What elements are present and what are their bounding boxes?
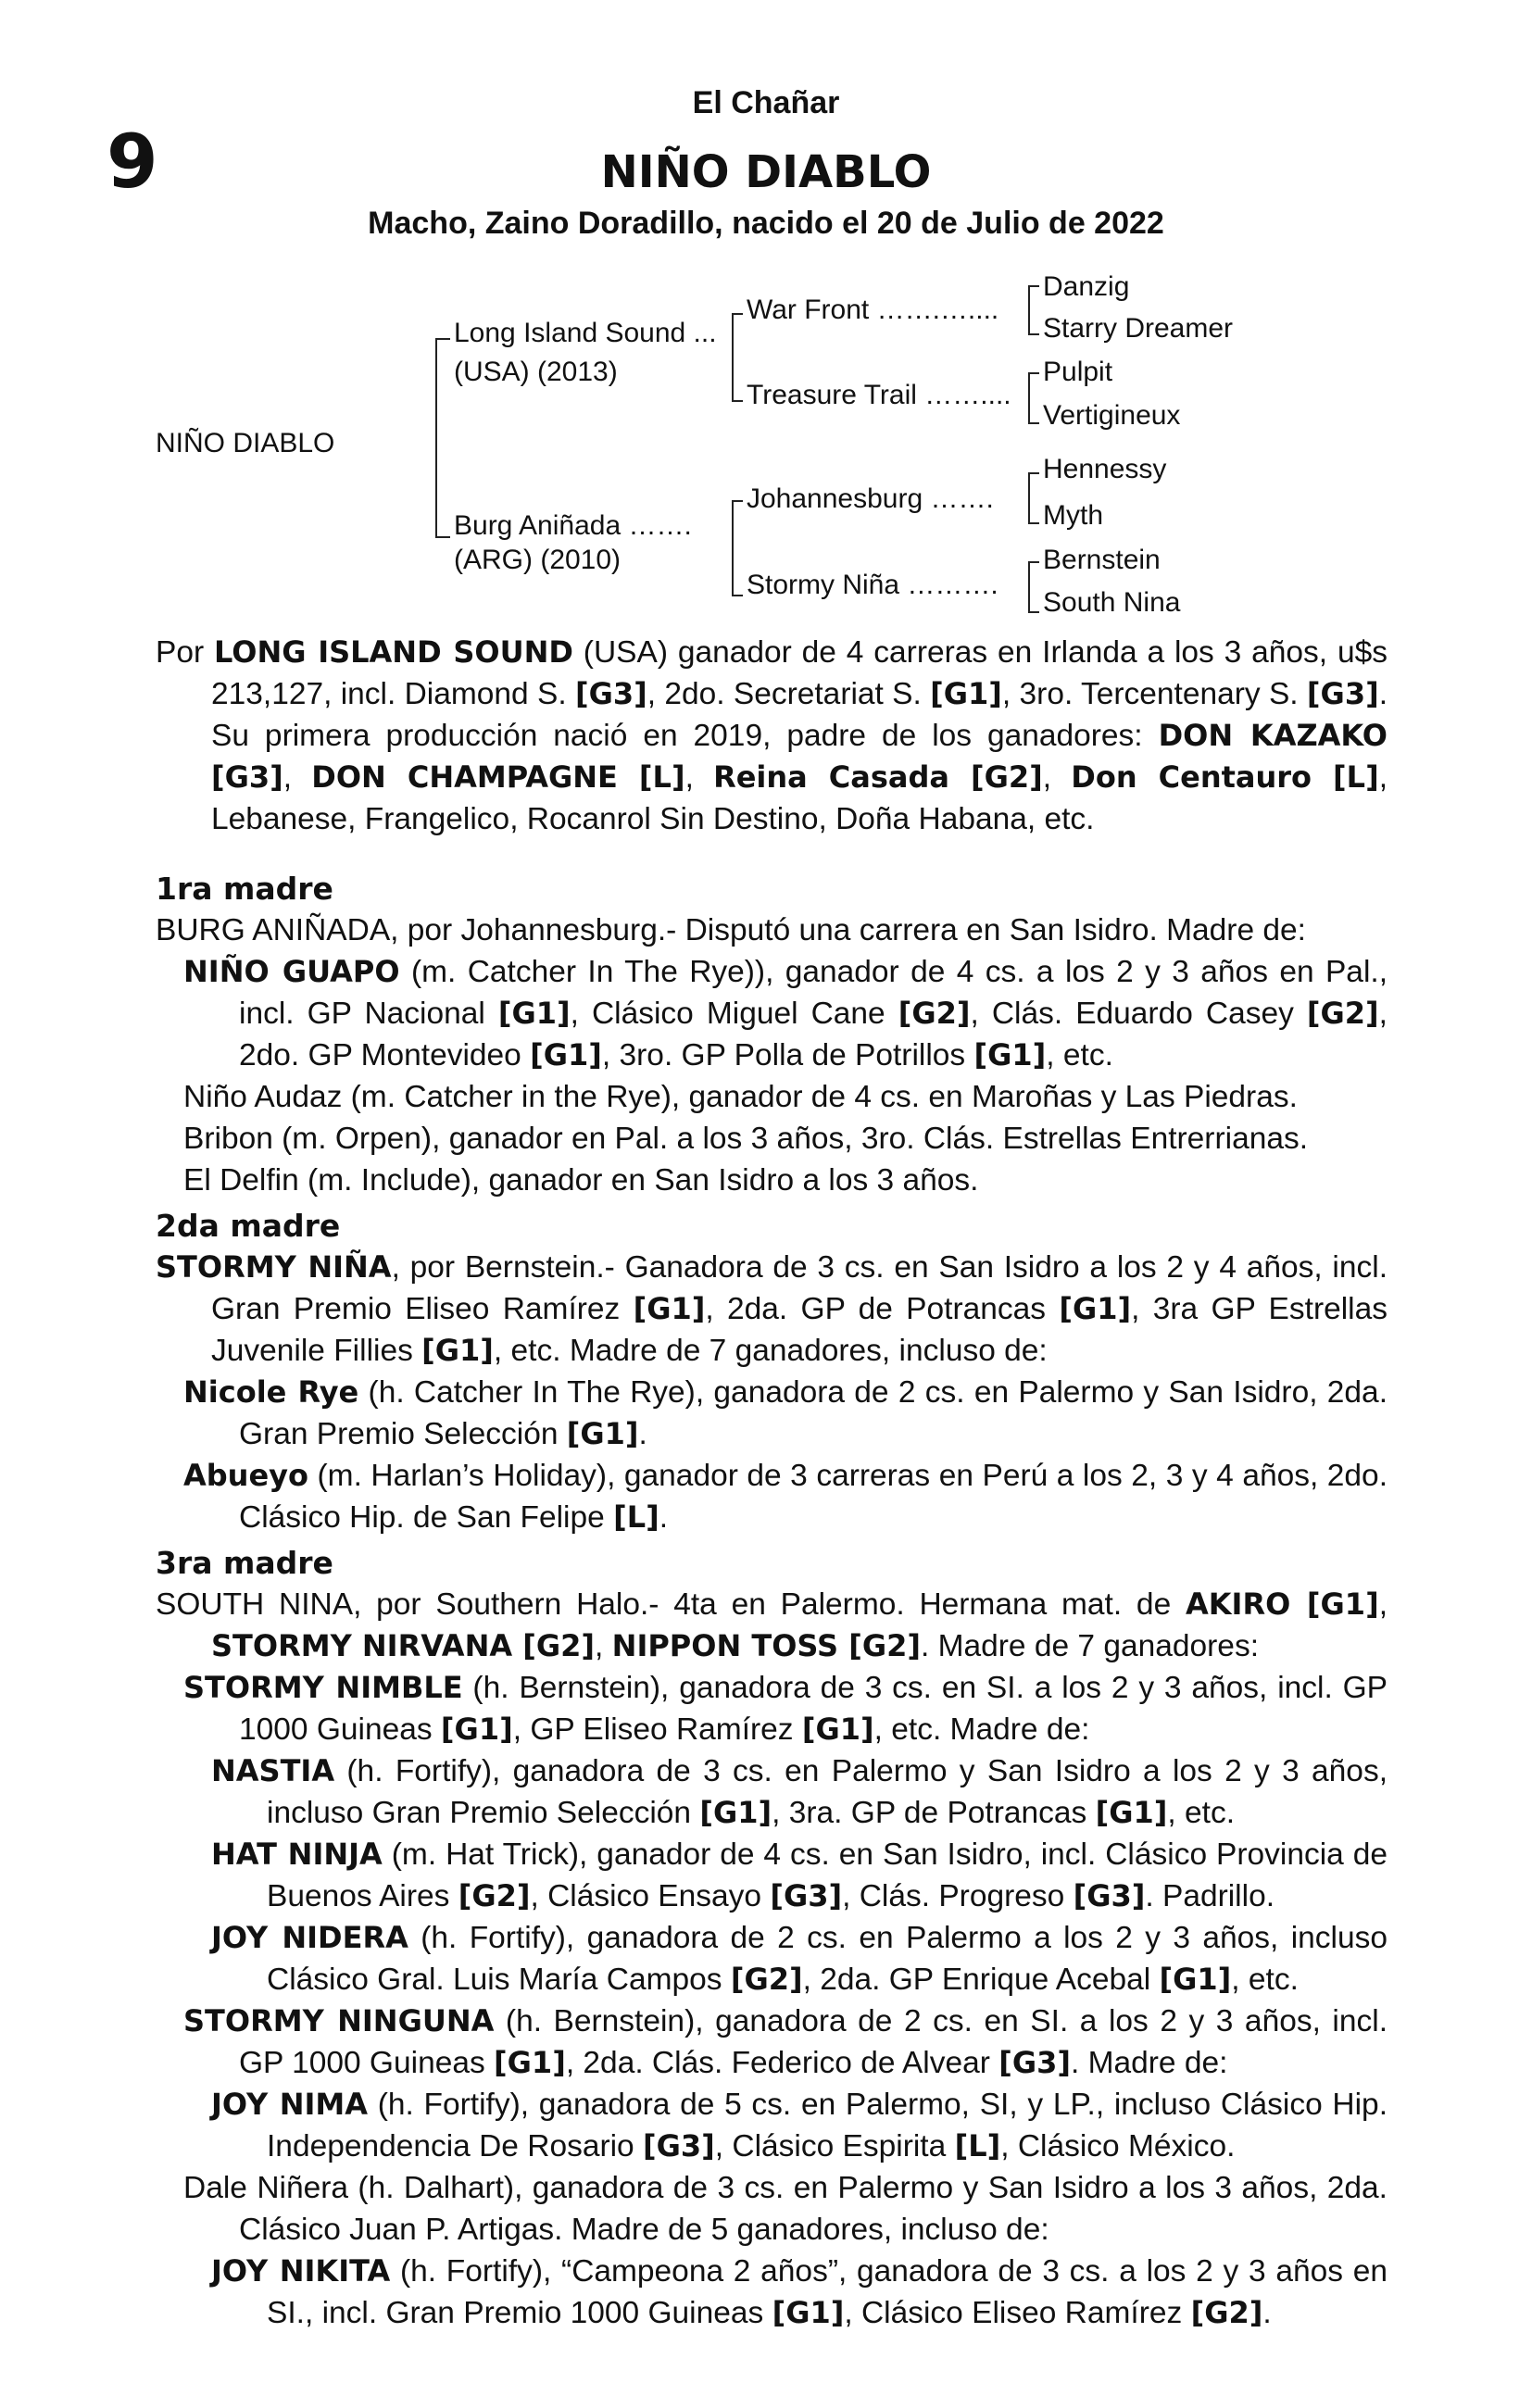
pedigree-ddd: South Nina [1043, 587, 1181, 618]
produce-entry: Nicole Rye (h. Catcher In The Rye), ganadora de 2 cs. en Palermo y San Isidro, 2da. Gran Premio Selección [G1]. [183, 1374, 1388, 1451]
first-dam-heading: 1ra madre [156, 871, 333, 907]
produce-entry: HAT NINJA (m. Hat Trick), ganador de 4 cs. en San Isidro, incl. Clásico Provincia de Buenos Aires [G2], Clásico Ensayo [G3], Clás. Progreso [G3]. Padrillo. [211, 1837, 1388, 1913]
pedigree-sdd: Vertigineux [1043, 400, 1181, 431]
bracket-sire [732, 313, 743, 402]
pedigree-dam-sire: Johannesburg ……. [747, 483, 994, 514]
pedigree-dds: Bernstein [1043, 545, 1161, 575]
pedigree-dam: Burg Aniñada ……. [454, 510, 692, 541]
pedigree-sire-sire: War Front …….….... [747, 295, 999, 325]
pedigree-dss: Hennessy [1043, 454, 1167, 484]
third-dam-intro: SOUTH NINA, por Southern Halo.- 4ta en Palermo. Hermana mat. de AKIRO [G1], STORMY NIRVANA [G2], NIPPON TOSS [G2]. Madre de 7 ganadores: [156, 1587, 1388, 1663]
sire-paragraph: Por LONG ISLAND SOUND (USA) ganador de 4 carreras en Irlanda a los 3 años, u$s 213,127, incl. Diamond S. [G3], 2do. Secretariat S. [G1], 3ro. Tercentenary S. [G3]. Su primera producción nació en 2019, padre de los ganadores: DON KAZAKO [G3], DON CHAMPAGNE [L], Reina Casada [G2], Don Centauro [L], Lebanese, Frangelico, Rocanrol Sin Destino, Doña Habana, etc. [156, 634, 1388, 836]
pedigree-sire: Long Island Sound ... [454, 318, 717, 348]
produce-entry: JOY NIKITA (h. Fortify), “Campeona 2 años”, ganadora de 3 cs. a los 2 y 3 años en SI., incl. Gran Premio 1000 Guineas [G1], Clásico Eliseo Ramírez [G2]. [211, 2253, 1388, 2330]
third-dam-heading: 3ra madre [156, 1545, 333, 1581]
pedigree-ssd: Starry Dreamer [1043, 313, 1234, 344]
pedigree-sire-origin: (USA) (2013) [454, 357, 618, 387]
pedigree-sds: Pulpit [1043, 357, 1113, 387]
pedigree-dam-origin: (ARG) (2010) [454, 545, 622, 575]
first-dam-intro: BURG ANIÑADA, por Johannesburg.- Disputó una carrera en San Isidro. Madre de: [156, 913, 1306, 947]
catalog-body [156, 632, 1388, 2334]
bracket-sd [1028, 372, 1039, 424]
second-dam-intro: STORMY NIÑA, por Bernstein.- Ganadora de 3 cs. en San Isidro a los 2 y 4 años, incl. Gran Premio Eliseo Ramírez [G1], 2da. GP de Potrancas [G1], 3ra GP Estrellas Juvenile Fillies [G1], etc. Madre de 7 ganadores, incluso de: [156, 1249, 1388, 1368]
produce-entry: JOY NIMA (h. Fortify), ganadora de 5 cs. en Palermo, SI, y LP., incluso Clásico Hip. Independencia De Rosario [G3], Clásico Espirita [L], Clásico México. [211, 2087, 1388, 2163]
produce-entry: Abueyo (m. Harlan’s Holiday), ganador de 3 carreras en Perú a los 2, 3 y 4 años, 2do. Clásico Hip. de San Felipe [L]. [183, 1458, 1388, 1535]
produce-entry: El Delfin (m. Include), ganador en San Isidro a los 3 años. [183, 1163, 979, 1198]
pedigree-sss: Danzig [1043, 271, 1130, 302]
produce-entry: Dale Niñera (h. Dalhart), ganadora de 3 cs. en Palermo y San Isidro a los 3 años, 2da. Clásico Juan P. Artigas. Madre de 5 ganadores, incluso de: [183, 2171, 1388, 2247]
produce-entry: Niño Audaz (m. Catcher in the Rye), ganador de 4 cs. en Maroñas y Las Piedras. [183, 1080, 1298, 1114]
produce-entry: NASTIA (h. Fortify), ganadora de 3 cs. en Palermo y San Isidro a los 2 y 3 años, incluso Gran Premio Selección [G1], 3ra. GP de Potrancas [G1], etc. [211, 1753, 1388, 1830]
bracket-dam [732, 500, 743, 596]
produce-entry: Bribon (m. Orpen), ganador en Pal. a los 3 años, 3ro. Clás. Estrellas Entrerrianas. [183, 1122, 1309, 1156]
consignor: El Chañar [692, 85, 840, 120]
produce-entry: JOY NIDERA (h. Fortify), ganadora de 2 cs. en Palermo a los 2 y 3 años, incluso Clásico Gral. Luis María Campos [G2], 2da. GP Enrique Acebal [G1], etc. [211, 1920, 1388, 1997]
bracket-ds [1028, 472, 1039, 524]
pedigree-dam-dam: Stormy Niña ………. [747, 570, 998, 600]
bracket-dd [1028, 561, 1039, 613]
produce-entry: STORMY NINGUNA (h. Bernstein), ganadora de 2 cs. en SI. a los 2 y 3 años, incl. GP 1000 Guineas [G1], 2da. Clás. Federico de Alvear [G3]. Madre de: [183, 2003, 1388, 2080]
pedigree-sire-dam: Treasure Trail …….... [747, 380, 1011, 410]
horse-name: NIÑO DIABLO [600, 146, 932, 198]
pedigree-subject: NIÑO DIABLO [156, 428, 335, 458]
horse-description: Macho, Zaino Doradillo, nacido el 20 de Julio de 2022 [368, 206, 1164, 241]
pedigree-dsd: Myth [1043, 500, 1104, 531]
bracket-gen1 [435, 338, 450, 538]
second-dam-heading: 2da madre [156, 1208, 341, 1244]
bracket-ss [1028, 285, 1039, 335]
lot-number: 9 [107, 119, 158, 205]
produce-entry: NIÑO GUAPO (m. Catcher In The Rye)), ganador de 4 cs. a los 2 y 3 años en Pal., incl. GP Nacional [G1], Clásico Miguel Cane [G2], Clás. Eduardo Casey [G2], 2do. GP Montevideo [G1], 3ro. GP Polla de Potrillos [G1], etc. [183, 954, 1388, 1072]
produce-entry: STORMY NIMBLE (h. Bernstein), ganadora de 3 cs. en SI. a los 2 y 3 años, incl. GP 1000 Guineas [G1], GP Eliseo Ramírez [G1], etc. Madre de: [183, 1670, 1388, 1747]
